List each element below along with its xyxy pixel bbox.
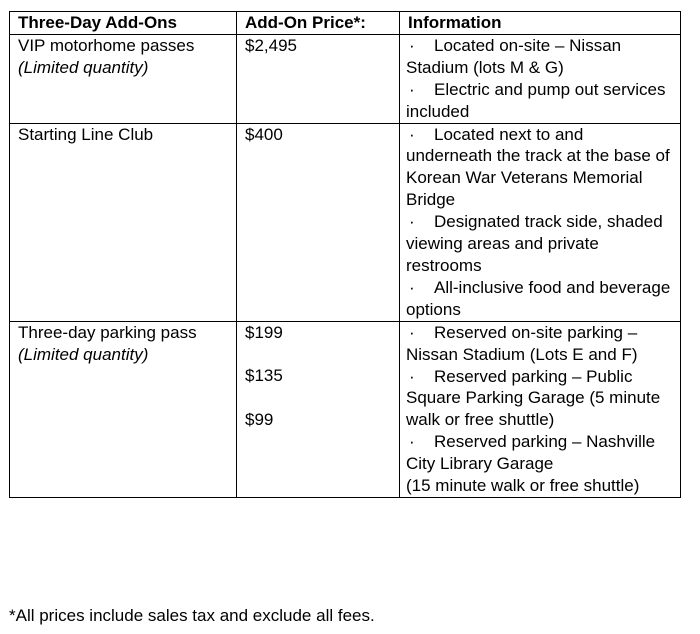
table-row <box>10 321 681 497</box>
bullet-rest: underneath the track at the base of Korean War Veterans Memorial Bridge <box>406 146 670 210</box>
bullet-extra: (15 minute walk or free shuttle) <box>406 476 640 496</box>
information-cell <box>400 321 681 497</box>
price-cell <box>237 321 400 497</box>
bullet-rest: shaded viewing areas and private restrooms <box>406 212 663 275</box>
bullet-first-line: Electric and pump out <box>434 79 599 99</box>
add-on-price: $2,495 <box>245 35 297 55</box>
add-on-cell <box>10 123 237 321</box>
bullet-first-line: Located on-site – <box>434 35 565 55</box>
add-on-name: VIP motorhome passes <box>18 35 195 55</box>
add-on-price: $400 <box>245 124 283 144</box>
add-on-cell <box>10 321 237 497</box>
add-on-note: (Limited quantity) <box>18 344 149 364</box>
add-on-note: (Limited quantity) <box>18 57 149 77</box>
add-on-price: $135 <box>245 366 283 386</box>
table-row <box>10 123 681 321</box>
bullet-rest: Nissan Stadium (lots M & G) <box>406 35 622 77</box>
information-cell <box>400 34 681 123</box>
add-on-price: $99 <box>245 410 274 430</box>
price-cell <box>237 34 400 123</box>
bullet-icon: · <box>409 35 415 55</box>
bullet-first-line: All-inclusive food and <box>434 277 595 297</box>
bullet-icon: · <box>409 79 415 99</box>
bullet-item <box>406 366 672 432</box>
add-on-cell <box>10 34 237 123</box>
bullet-first-line: Designated track side, <box>434 212 603 232</box>
bullet-rest: Public Square Parking Garage (5 minute walk or free shuttle) <box>406 366 661 430</box>
bullet-first-line: Located next to and <box>434 124 584 144</box>
table-row <box>10 34 681 123</box>
bullet-rest: parking – Nissan Stadium (Lots E and F) <box>406 322 638 364</box>
bullet-icon: · <box>409 366 415 386</box>
bullet-first-line: Reserved parking – <box>434 366 582 386</box>
bullet-item <box>406 431 672 497</box>
bullet-item <box>406 211 672 277</box>
bullet-item <box>406 277 672 321</box>
bullet-icon: · <box>409 322 415 342</box>
header-information: Information <box>400 12 681 35</box>
table-header-row <box>10 12 681 35</box>
bullet-icon: · <box>409 212 415 232</box>
bullet-rest: Nashville City Library Garage <box>406 432 656 474</box>
header-price: Add-On Price*: <box>237 12 400 35</box>
add-on-price: $199 <box>245 322 283 342</box>
price-cell <box>237 123 400 321</box>
bullet-item <box>406 79 672 123</box>
bullet-first-line: Reserved parking – <box>434 432 582 452</box>
add-on-name: Three-day parking pass <box>18 322 197 342</box>
bullet-item <box>406 35 672 79</box>
add-on-name: Starting Line Club <box>18 124 154 144</box>
bullet-icon: · <box>409 124 415 144</box>
add-ons-table <box>9 11 681 498</box>
header-add-ons: Three-Day Add-Ons <box>10 12 237 35</box>
bullet-icon: · <box>409 432 415 452</box>
bullet-item <box>406 124 672 212</box>
bullet-rest: services included <box>406 79 666 121</box>
bullet-icon: · <box>409 277 415 297</box>
bullet-item <box>406 322 672 366</box>
bullet-rest: beverage options <box>406 277 671 319</box>
bullet-first-line: Reserved on-site <box>434 322 563 342</box>
price-footnote: *All prices include sales tax and exclude all fees. <box>9 606 375 625</box>
information-cell <box>400 123 681 321</box>
